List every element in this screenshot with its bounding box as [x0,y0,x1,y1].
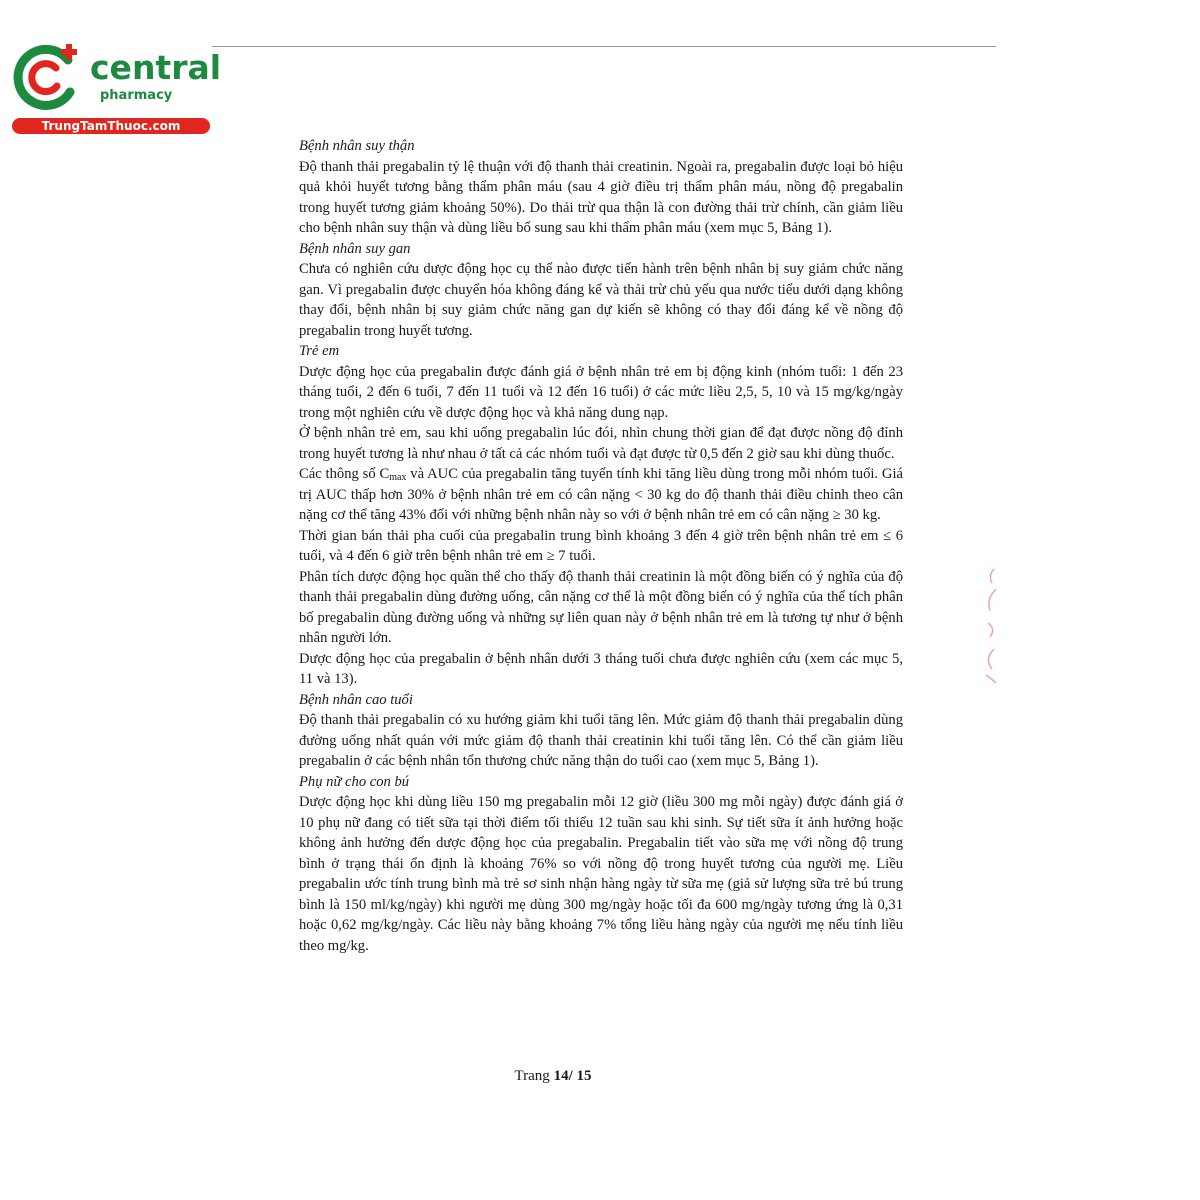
stamp-mark-icon [976,565,1000,685]
paragraph: Dược động học của pregabalin được đánh giá ở bệnh nhân trẻ em bị động kinh (nhóm tuổi: 1 đến 23 tháng tuổi, 2 đến 6 tuổi, 7 đến 11 tuổi và 12 đến 16 tuổi) ở các mức liều 2,5, 5, 10 và 15 mg/kg/ngày trong một nghiên cứu về dược động học và khả năng dung nạp. [299,363,903,421]
section-heading: Bệnh nhân suy thận [299,138,415,154]
paragraph-cmax [299,464,903,526]
paragraph: Độ thanh thải pregabalin có xu hướng giảm khi tuổi tăng lên. Mức giảm độ thanh thải pregabalin dùng đường uống nhất quán với mức giảm độ thanh thải creatinin khi tuổi tăng lên. Có thể cần giảm liều pregabalin ở các bệnh nhân tổn thương chức năng thận do tuổi cao (xem mục 5, Bảng 1). [299,712,903,769]
cmax-pre: Các thông số C [299,466,390,482]
page-label: Trang [514,1068,550,1084]
page-footer [0,1068,1106,1085]
logo-mark-icon [10,38,90,118]
brand-logo [10,38,222,138]
section-heading: Bệnh nhân cao tuổi [299,691,413,708]
top-rule [212,46,996,47]
paragraph: Phân tích dược động học quần thể cho thấy độ thanh thải creatinin là một đồng biến có ý nghĩa của độ thanh thải pregabalin dùng đường uống, cân nặng cơ thể là một đồng biến có ý nghĩa của thể tích phân bố pregabalin dùng đường uống và những sự liên quan này ở bệnh nhân trẻ em là tương tự như ở bệnh nhân người lớn. [299,568,903,646]
page-separator: / [568,1068,573,1084]
section-heading: Phụ nữ cho con bú [299,773,410,790]
paragraph: Dược động học của pregabalin ở bệnh nhân dưới 3 tháng tuổi chưa được nghiên cứu (xem các mục 5, 11 và 13). [299,650,903,687]
brand-name: central [90,48,222,87]
brand-subtitle: pharmacy [100,88,173,103]
page-total: 15 [576,1068,592,1084]
paragraph: Dược động học khi dùng liều 150 mg pregabalin mỗi 12 giờ (liều 300 mg mỗi ngày) được đánh giá ở 10 phụ nữ đang có tiết sữa tại thời điểm tối thiểu 12 tuần sau khi sinh. Sự tiết sữa ít ảnh hưởng hoặc không ảnh hưởng đến dược động học của pregabalin. Pregabalin tiết vào sữa mẹ với nồng độ trung bình ở trạng thái ổn định là khoảng 76% so với nồng độ trong huyết tương của người mẹ. Liều pregabalin ước tính trung bình mà trẻ sơ sinh nhận hàng ngày từ sữa mẹ (giả sử lượng sữa trẻ bú trung bình là 150 ml/kg/ngày) khi người mẹ dùng 300 mg/ngày hoặc tối đa 600 mg/ngày tương ứng là 0,31 hoặc 0,62 mg/kg/ngày. Các liều này bằng khoảng 7% tổng liều hàng ngày của người mẹ nếu tính liều theo mg/kg. [299,794,903,954]
paragraph: Chưa có nghiên cứu dược động học cụ thể nào được tiến hành trên bệnh nhân bị suy giảm chức năng gan. Vì pregabalin được chuyển hóa không đáng kể và thải trừ chủ yếu qua nước tiểu dưới dạng không thay đổi, bệnh nhân bị suy giảm chức năng gan dự kiến sẽ không có thay đổi đáng kể về nồng độ pregabalin trong huyết tương. [299,261,903,339]
paragraph: Ở bệnh nhân trẻ em, sau khi uống pregabalin lúc đói, nhìn chung thời gian để đạt được nồng độ đỉnh trong huyết tương là như nhau ở tất cả các nhóm tuổi và đạt được từ 0,5 đến 2 giờ sau khi dùng thuốc. [299,425,903,462]
brand-url: TrungTamThuoc.com [12,118,210,134]
paragraph: Độ thanh thải pregabalin tỷ lệ thuận với độ thanh thải creatinin. Ngoài ra, pregabalin được loại bỏ hiệu quả khỏi huyết tương bằng thẩm phân máu (sau 4 giờ điều trị thẩm phân máu, nồng độ pregabalin trong huyết tương giảm khoảng 50%). Do thải trừ qua thận là con đường thải trừ chính, cần giảm liều cho bệnh nhân suy thận và dùng liều bổ sung sau khi thẩm phân máu (xem mục 5, Bảng 1). [299,158,903,236]
cmax-sub: max [389,472,407,483]
section-heading: Trẻ em [299,343,340,359]
paragraph: Thời gian bán thải pha cuối của pregabalin trung bình khoảng 3 đến 4 giờ trên bệnh nhân trẻ em ≤ 6 tuổi, và 4 đến 6 giờ trên bệnh nhân trẻ em ≥ 7 tuổi. [299,527,903,564]
cmax-post: và AUC của pregabalin tăng tuyến tính khi tăng liều dùng trong mỗi nhóm tuổi. Giá trị AUC thấp hơn 30% ở bệnh nhân trẻ em có cân nặng < 30 kg do độ thanh thải điều chỉnh theo cân nặng cơ thể tăng 43% đối với những bệnh nhân này so với ở bệnh nhân trẻ em có cân nặng ≥ 30 kg. [299,466,904,523]
page-current: 14 [553,1068,569,1084]
section-heading: Bệnh nhân suy gan [299,240,411,257]
document-body [299,136,903,956]
